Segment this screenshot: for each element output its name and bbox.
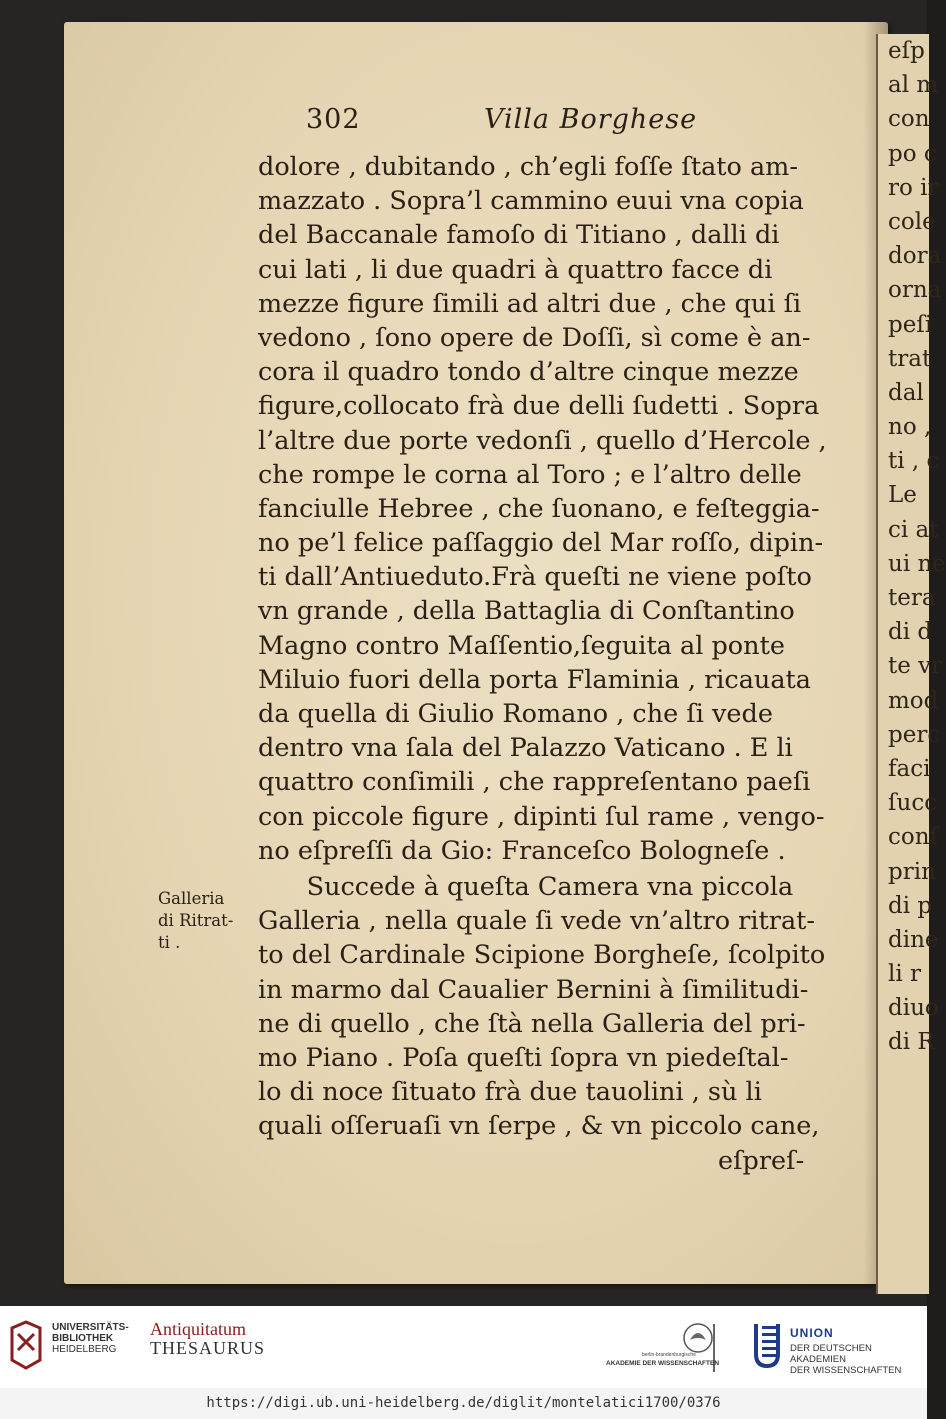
body-text-paragraph-2 (258, 870, 825, 1144)
facing-page-line: ſucc (888, 790, 938, 817)
facing-page-line: dal (888, 379, 924, 406)
facing-page-line: diuo (888, 995, 939, 1022)
union-sub-1: DER DEUTSCHEN AKADEMIEN (790, 1343, 872, 1365)
text-line: in marmo dal Caualier Bernini à ſimilitudi- (258, 974, 809, 1005)
facing-page-line: po c (888, 140, 937, 167)
facing-page-line: Le (888, 482, 917, 509)
facing-page-line: faci (888, 755, 931, 782)
text-line: Magno contro Maſſentio,ſeguita al ponte (258, 630, 785, 661)
facing-page-line: di p (888, 892, 933, 919)
text-line: cui lati , li due quadri à quattro facce di (258, 254, 773, 285)
facing-page-line: ci at (888, 516, 939, 543)
url-bar (0, 1388, 927, 1419)
union-logo-icon (750, 1320, 784, 1370)
ub-name-line: UNIVERSITÄTS- (52, 1322, 129, 1333)
footer-logos (0, 1306, 927, 1388)
text-line: del Baccanale famoſo di Titiano , dalli di (258, 220, 780, 251)
facing-page-line: ui ne (888, 550, 946, 577)
facing-page-line: tera (888, 585, 936, 611)
thesaurus-line-1: Antiquitatum (150, 1319, 246, 1339)
facing-page-line: li r (888, 961, 922, 988)
marginal-note-line: Galleria (158, 889, 225, 908)
text-line: l’altre due porte vedonſi , quello d’Hercole , (258, 425, 827, 456)
catchword: eſpreſ- (718, 1146, 805, 1176)
facing-page-line: peſi (888, 311, 933, 338)
text-line: mazzato . Sopra’l cammino euui vna copia (258, 186, 804, 217)
text-line: to del Cardinale Scipione Borgheſe, ſcolpito (258, 940, 826, 971)
text-line: cora il quadro tondo d’altre cinque mezze (258, 357, 799, 388)
text-line: fanciulle Hebree , che ſuonano, e feſteggia- (258, 493, 820, 524)
text-line: quali oſſeruaſi vn ſerpe , & vn piccolo cane, (258, 1111, 820, 1142)
text-line: mezze figure ſimili ad altri due , che qui ſi (258, 288, 802, 319)
text-line: ne di quello , che ſtà nella Galleria del pri- (258, 1008, 806, 1039)
bbaw-line-2: AKADEMIE DER WISSENSCHAFTEN (606, 1360, 720, 1367)
facing-page-line: conſ (888, 824, 939, 851)
antiquitatum-thesaurus-logo[interactable] (150, 1320, 265, 1358)
ub-heidelberg-logo-icon (8, 1320, 44, 1370)
text-line: Succede à queſta Camera vna piccola (258, 872, 794, 902)
text-line: no eſpreſſi da Gio: Franceſco Bologneſe . (258, 835, 786, 866)
text-line: vn grande , della Battaglia di Conſtantino (258, 596, 795, 627)
text-line: con piccole figure , dipinti ſul rame , vengo- (258, 801, 825, 832)
bbaw-line-1: berlin-brandenburgische (642, 1352, 696, 1358)
text-line: da quella di Giulio Romano , che ſi vede (258, 699, 773, 729)
facing-page-line: no , (888, 414, 932, 441)
page-number: 302 (306, 104, 361, 135)
text-line: quattro conſimili , che rappreſentano paeſi (258, 767, 811, 798)
facing-page-line: eſp (888, 38, 925, 64)
facing-page-line: dora (888, 243, 942, 270)
facing-page-line: di d (888, 619, 933, 646)
facing-page-line: perc (888, 721, 941, 748)
facing-page-line: ti , c (888, 448, 940, 475)
marginal-note-line: ti . (158, 933, 181, 952)
facing-page-line: prin (888, 858, 936, 885)
text-line: dolore , dubitando , ch’egli foſſe ſtato am- (258, 152, 798, 182)
facing-page-line: te vr (888, 653, 943, 680)
union-sub-2: DER WISSENSCHAFTEN (790, 1365, 902, 1376)
body-text-paragraph-1 (258, 150, 827, 868)
text-line: Miluio fuori della porta Flaminia , ricauata (258, 664, 811, 695)
text-line: Galleria , nella quale ſi vede vn’altro ritrat- (258, 906, 816, 937)
facing-page-edge (876, 34, 946, 1294)
text-line: vedono , ſono opere de Doſſi, sì come è an- (258, 322, 811, 353)
facing-page-line: trat (888, 345, 932, 372)
ub-name-line: BIBLIOTHEK (52, 1333, 114, 1344)
text-line: figure,collocato frà due delli ſudetti . Sopra (258, 391, 820, 422)
marginal-note-line: di Ritrat- (158, 911, 234, 930)
text-line: che rompe le corna al Toro ; e l’altro delle (258, 459, 802, 490)
ub-name-line: HEIDELBERG (52, 1344, 117, 1355)
text-line: ti dall’Antiueduto.Frà queſti ne viene poſto (258, 562, 812, 593)
facing-page-line: mod (888, 687, 939, 714)
text-line: dentro vna ſala del Palazzo Vaticano . E li (258, 733, 793, 764)
facing-page-line: al m (888, 72, 939, 99)
running-title: Villa Borghese (484, 104, 698, 135)
facing-page-line: ro ir (888, 174, 939, 201)
text-line: mo Piano . Poſa queſti ſopra vn piedeſtal- (258, 1042, 789, 1073)
facing-page-line: cole (888, 208, 936, 235)
text-line: no pe’l felice paſſaggio del Mar roſſo, dipin- (258, 528, 824, 559)
facing-page-line: di R (888, 1029, 935, 1056)
facing-page-line: con (888, 106, 930, 133)
marginal-note (158, 888, 233, 954)
thesaurus-line-2: THESAURUS (150, 1338, 266, 1358)
union-title: UNION (790, 1326, 834, 1340)
facing-page-line: dine (888, 926, 939, 953)
facing-page-line: orna (888, 277, 942, 304)
ub-heidelberg-name[interactable] (52, 1322, 129, 1355)
text-line: lo di noce ſituato frà due tauolini , sù li (258, 1077, 762, 1108)
union-academies-name[interactable] (790, 1326, 927, 1376)
page-url-link[interactable]: https://digi.ub.uni-heidelberg.de/diglit/montelatici1700/0376 (206, 1395, 721, 1411)
